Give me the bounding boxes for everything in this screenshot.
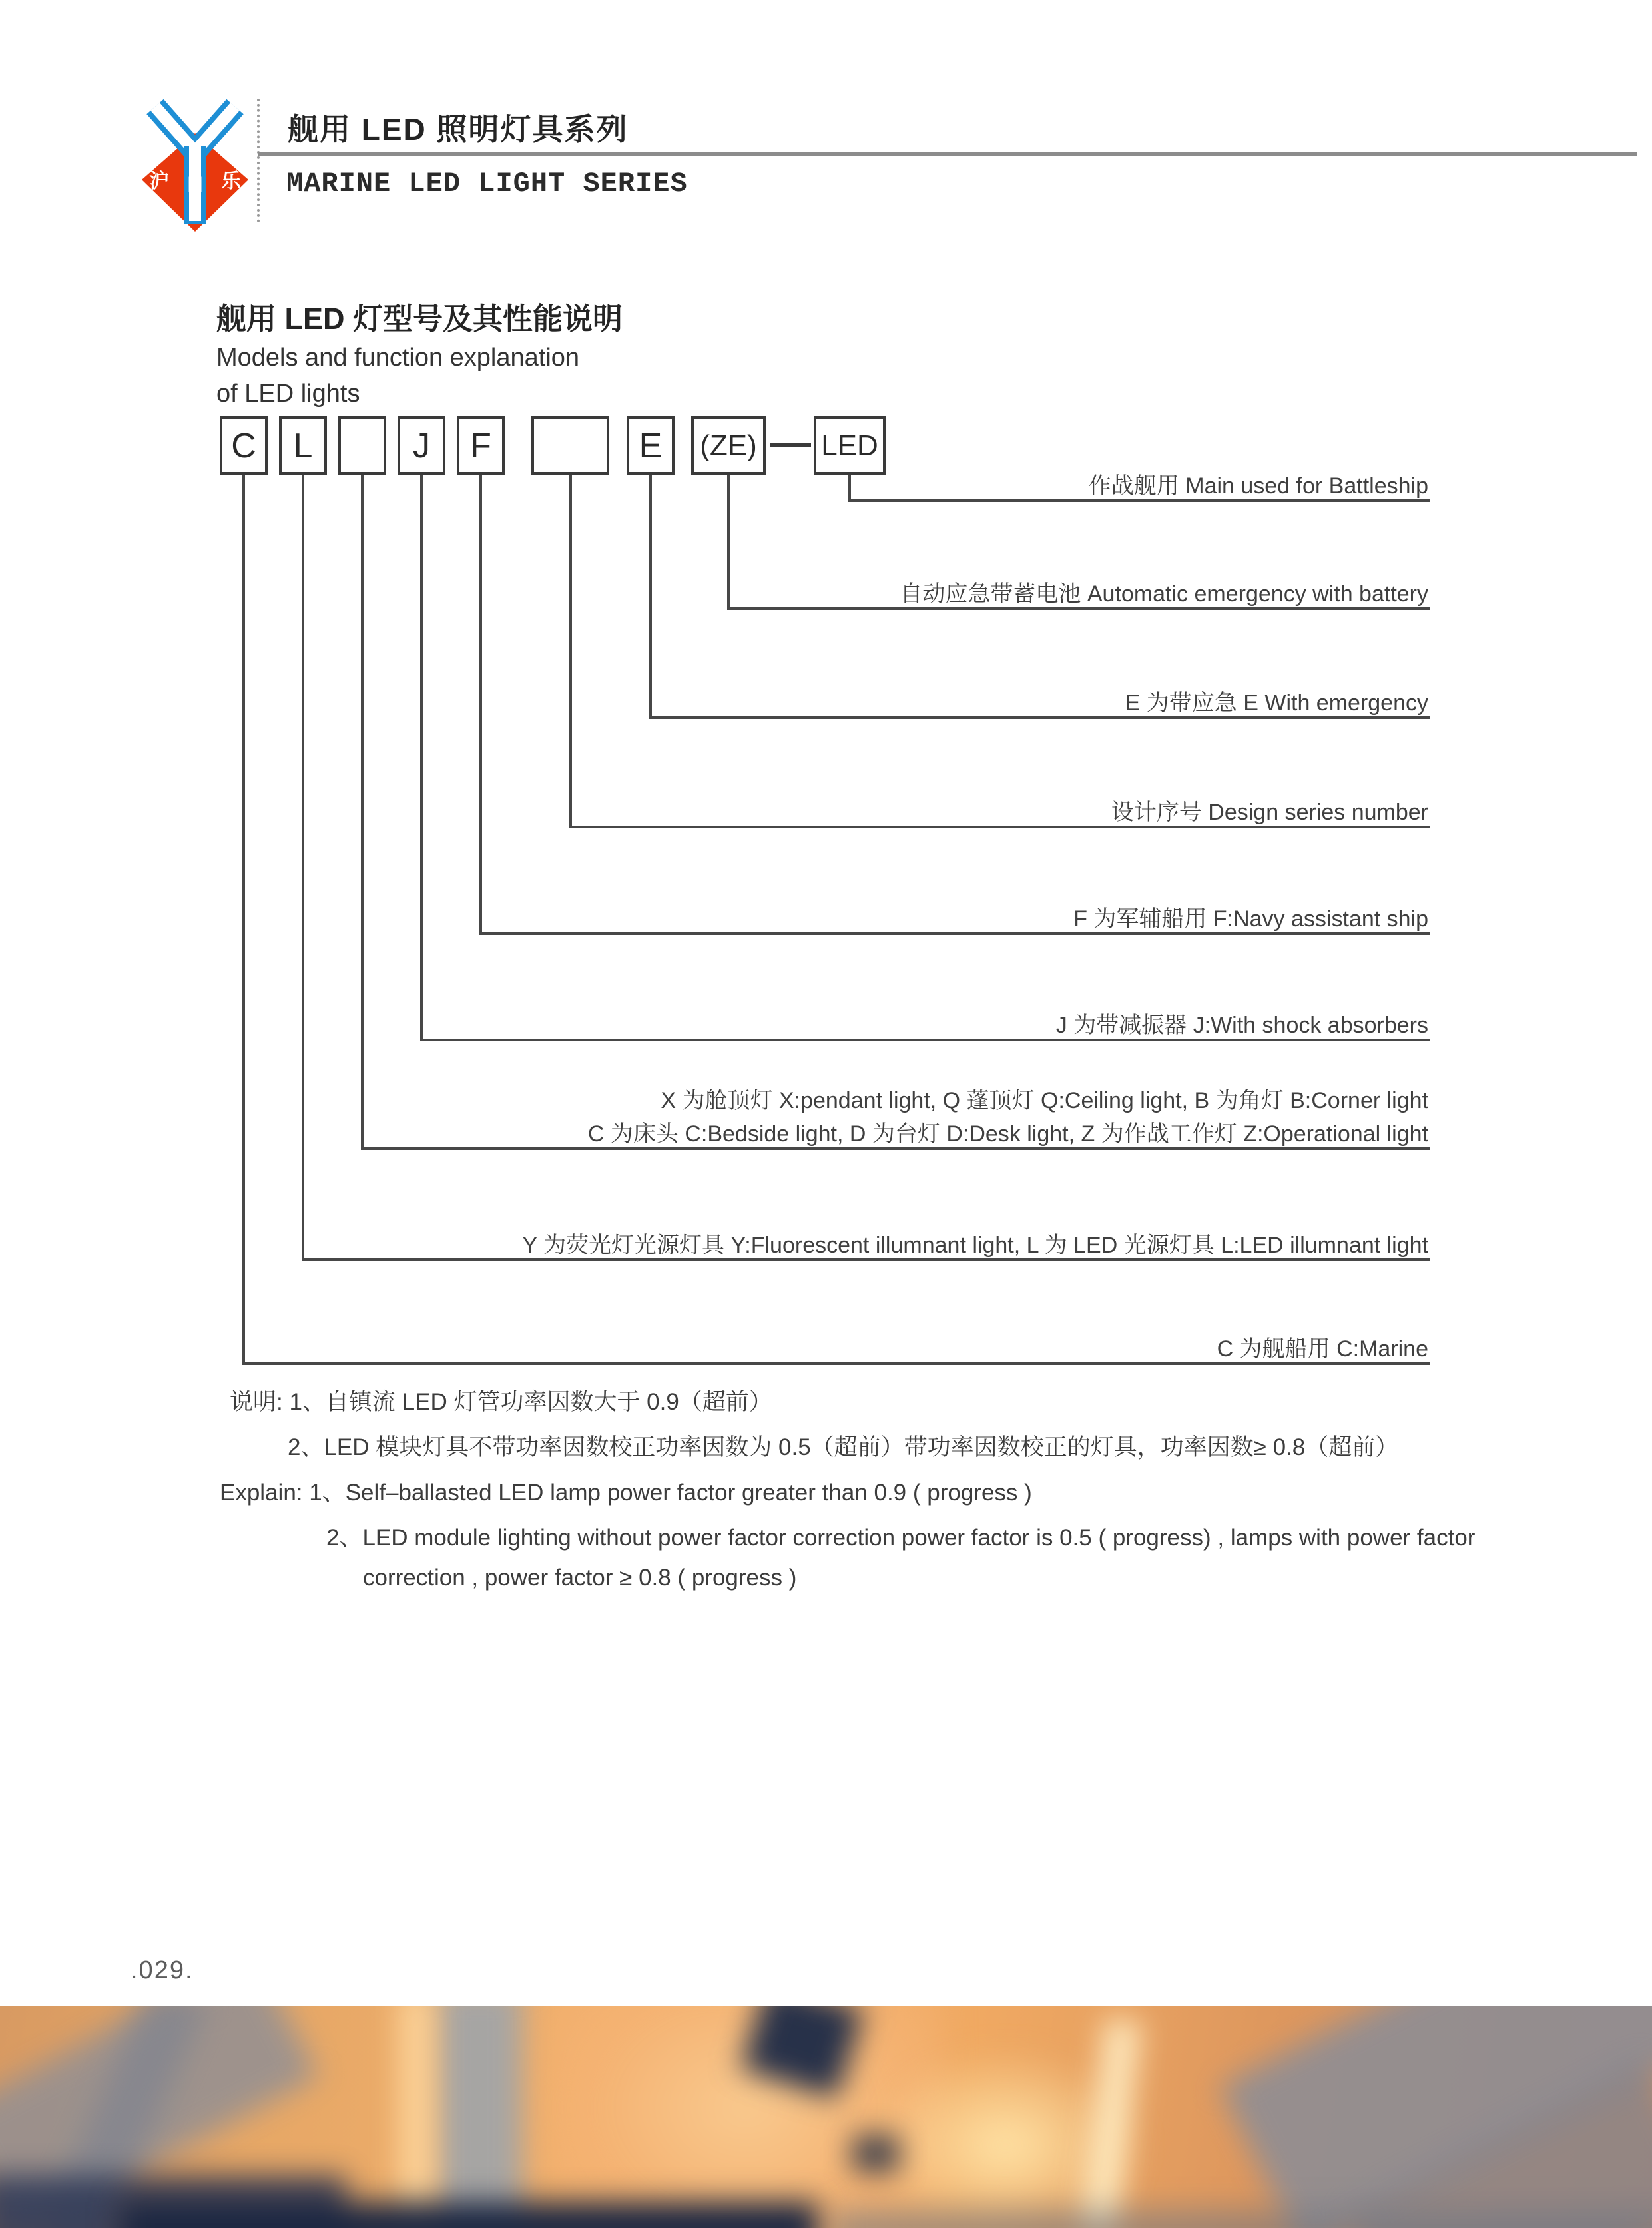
code-box-j: J <box>398 416 445 475</box>
row-label-type-line1: X 为舱顶灯 X:pendant light, Q 蓬顶灯 Q:Ceiling light, B 为角灯 B:Corner light <box>661 1088 1428 1113</box>
photo-blue-band <box>436 2006 523 2228</box>
connector-type <box>361 475 364 1147</box>
connector-l <box>302 475 304 1258</box>
note-cn-line2: 2、LED 模块灯具不带功率因数校正功率因数为 0.5（超前）带功率因数校正的灯具，功率因数≥ 0.8（超前） <box>288 1434 1399 1460</box>
code-box-l: L <box>279 416 327 475</box>
note-en-line2: 2、LED module lighting without power factor correction power factor is 0.5 ( progress) , lamps with power factor <box>326 1525 1476 1551</box>
photo-gray-band-bottom <box>832 2209 1652 2228</box>
connector-j <box>420 475 423 1039</box>
row-label-navy: F 为军辅船用 F:Navy assistant ship <box>1073 906 1428 932</box>
company-logo <box>129 99 262 240</box>
section-title-en-line2: of LED lights <box>216 380 360 408</box>
photo-dark-blob-mid <box>852 2135 899 2172</box>
row-label-battery: 自动应急带蓄电池 Automatic emergency with battery <box>900 581 1428 607</box>
logo-char-mid: H <box>187 172 203 196</box>
logo-y-arms <box>155 107 235 152</box>
connector-ze <box>727 475 730 607</box>
code-box-c: C <box>220 416 268 475</box>
row-label-marine: C 为舰船用 C:Marine <box>1217 1336 1428 1362</box>
connector-series <box>569 475 572 826</box>
connector-led <box>848 475 851 499</box>
row-label-source: Y 为荧光灯光源灯具 Y:Fluorescent illumnant light, L 为 LED 光源灯具 L:LED illumnant light <box>522 1233 1428 1258</box>
connector-f <box>479 475 482 932</box>
row-label-series: 设计序号 Design series number <box>1111 800 1428 825</box>
code-box-ze: (ZE) <box>691 416 766 475</box>
page-number: .029. <box>131 1956 194 1984</box>
code-dash <box>770 443 811 447</box>
code-box-f: F <box>457 416 505 475</box>
footer-photo <box>0 2006 1652 2228</box>
photo-navy-band-bottom <box>120 2202 819 2228</box>
code-box-led: LED <box>814 416 886 475</box>
connector-e <box>649 475 652 716</box>
logo-char-left: 沪 <box>149 170 169 192</box>
row-label-emergency: E 为带应急 E With emergency <box>1125 691 1428 716</box>
header-title-en: MARINE LED LIGHT SERIES <box>286 168 688 200</box>
section-title-cn: 舰用 LED 灯型号及其性能说明 <box>216 302 623 336</box>
header-dotted-divider <box>257 99 260 222</box>
header-title-cn: 舰用 LED 照明灯具系列 <box>288 112 629 146</box>
logo-graphic <box>129 99 262 240</box>
connector-c <box>242 475 245 1362</box>
note-en-line1: Explain: 1、Self–ballasted LED lamp power factor greater than 0.9 ( progress ) <box>220 1480 1032 1506</box>
code-box-e: E <box>627 416 675 475</box>
logo-char-right: 乐 <box>221 170 241 192</box>
section-title-en-line1: Models and function explanation <box>216 344 580 372</box>
code-box-blank2 <box>531 416 609 475</box>
row-label-shock: J 为带减振器 J:With shock absorbers <box>1055 1013 1428 1038</box>
row-label-battleship: 作战舰用 Main used for Battleship <box>1088 473 1428 499</box>
header-rule <box>258 152 1637 156</box>
note-cn-line1: 说明: 1、自镇流 LED 灯管功率因数大于 0.9（超前） <box>230 1389 772 1415</box>
row-label-type-line2: C 为床头 C:Bedside light, D 为台灯 D:Desk light, Z 为作战工作灯 Z:Operational light <box>587 1121 1428 1147</box>
note-en-line3: correction , power factor ≥ 0.8 ( progress ) <box>363 1565 797 1591</box>
photo-light-streak <box>400 2006 433 2228</box>
code-box-blank1 <box>338 416 386 475</box>
